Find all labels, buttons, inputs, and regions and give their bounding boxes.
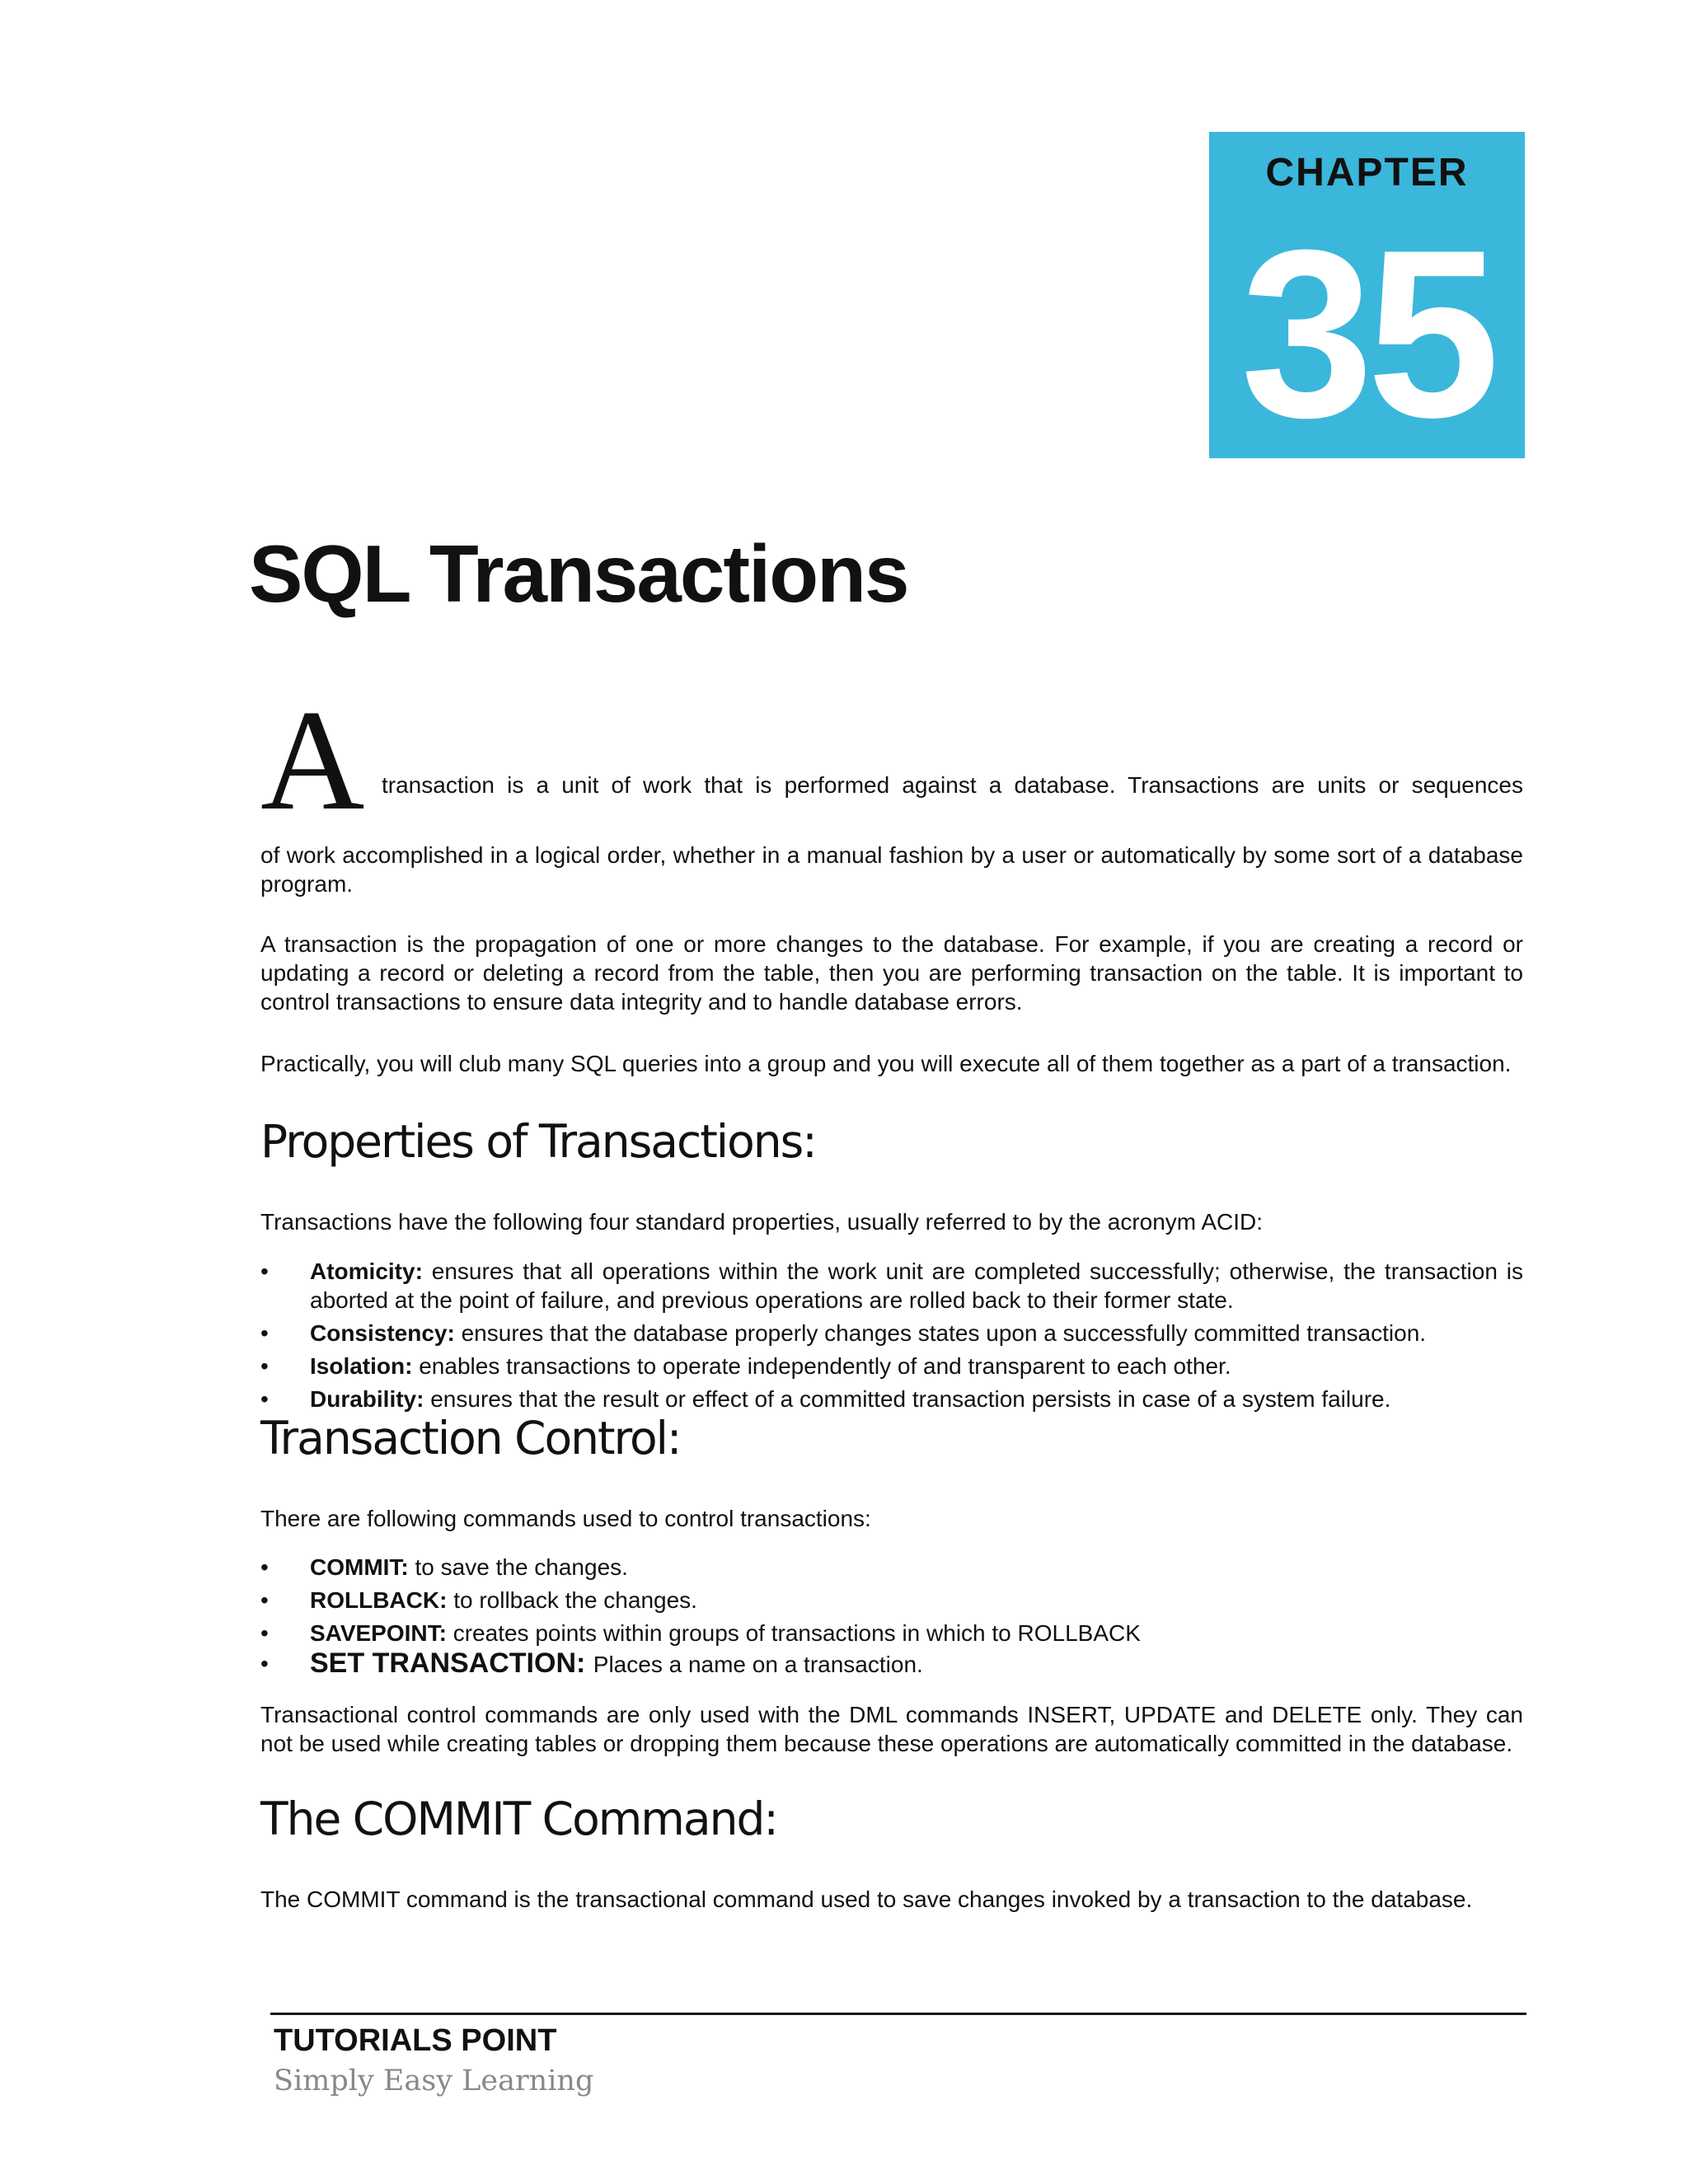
control-list (260, 1553, 1523, 1679)
list-text: ensures that all operations within the work unit are completed successfully; otherwise, the transaction is aborted at the point of failure, and previous operations are rolled back to their former state. (310, 1258, 1523, 1313)
bullet-icon: • (260, 1258, 269, 1284)
commit-text-wrap (260, 1885, 1523, 1914)
properties-heading: Properties of Transactions: (260, 1115, 816, 1168)
bullet-icon: • (260, 1587, 269, 1613)
list-term: Durability: (310, 1386, 431, 1412)
list-item (260, 1385, 1523, 1413)
paragraph-1: A transaction is the propagation of one or more changes to the database. For example, if you are creating a record or updating a record or deleting a record from the table, then you are performing transaction on the table. It is important to control transactions to ensure data integrity and to handle database errors. (260, 931, 1523, 1015)
list-text: creates points within groups of transactions in which to ROLLBACK (452, 1620, 1141, 1646)
page-title: SQL Transactions (249, 528, 908, 619)
list-term: Consistency: (310, 1320, 462, 1346)
control-note-wrap (260, 1700, 1523, 1758)
bullet-icon: • (260, 1320, 269, 1346)
bullet-icon: • (260, 1620, 269, 1646)
bullet-icon: • (260, 1651, 269, 1676)
properties-list-wrap (260, 1257, 1523, 1413)
list-term: SET TRANSACTION: (310, 1647, 593, 1679)
list-item (260, 1352, 1523, 1380)
control-note: Transactional control commands are only used with the DML commands INSERT, UPDATE and DELETE only. They can not be used while creating tables or dropping them because these operations are automatically committed in the database. (260, 1702, 1523, 1756)
list-text: Places a name on a transaction. (593, 1652, 923, 1677)
control-section (260, 1412, 1523, 1465)
list-term: COMMIT: (310, 1554, 415, 1580)
intro-paragraph-rest: of work accomplished in a logical order, whether in a manual fashion by a user or automatically by some sort of a database program. (260, 842, 1523, 897)
bullet-icon: • (260, 1386, 269, 1412)
list-text: to save the changes. (415, 1554, 628, 1580)
bullet-icon: • (260, 1554, 269, 1580)
control-intro-wrap (260, 1504, 1523, 1533)
list-term: Isolation: (310, 1353, 420, 1379)
intro-section (260, 841, 1523, 898)
list-text: ensures that the result or effect of a committed transaction persists in case of a system failure. (430, 1386, 1391, 1412)
drop-cap: A (260, 680, 365, 840)
paragraph-2-wrap (260, 1049, 1523, 1078)
footer-tagline: Simply Easy Learning (274, 2064, 594, 2097)
list-item (260, 1319, 1523, 1347)
list-text: ensures that the database properly changes states upon a successfully committed transaction. (461, 1320, 1427, 1346)
list-term: Atomicity: (310, 1258, 432, 1284)
properties-list (260, 1257, 1523, 1413)
intro-first-line: transaction is a unit of work that is performed against a database. Transactions are units or sequences (382, 772, 1523, 798)
commit-heading: The COMMIT Command: (260, 1793, 777, 1845)
commit-text: The COMMIT command is the transactional command used to save changes invoked by a transaction to the database. (260, 1886, 1473, 1912)
list-term: ROLLBACK: (310, 1587, 454, 1613)
list-item (260, 1586, 1523, 1615)
list-item (260, 1649, 1523, 1679)
commit-section (260, 1793, 1523, 1845)
paragraph-2: Practically, you will club many SQL queries into a group and you will execute all of them together as a part of a transaction. (260, 1051, 1512, 1076)
footer-divider (270, 2013, 1526, 2015)
footer-brand: TUTORIALS POINT (274, 2023, 557, 2058)
list-item (260, 1619, 1523, 1647)
chapter-badge (1209, 132, 1525, 467)
control-heading: Transaction Control: (260, 1412, 681, 1465)
list-item (260, 1257, 1523, 1315)
properties-intro: Transactions have the following four standard properties, usually referred to by the acronym ACID: (260, 1209, 1264, 1235)
list-term: SAVEPOINT: (310, 1620, 453, 1646)
control-list-wrap (260, 1553, 1523, 1679)
properties-intro-wrap (260, 1207, 1523, 1236)
control-intro: There are following commands used to control transactions: (260, 1506, 871, 1531)
list-text: to rollback the changes. (453, 1587, 697, 1613)
chapter-label: CHAPTER (1265, 151, 1469, 194)
bullet-icon: • (260, 1353, 269, 1379)
chapter-number: 35 (1240, 200, 1493, 467)
paragraph-1-wrap (260, 930, 1523, 1016)
properties-section (260, 1115, 1523, 1168)
list-item (260, 1553, 1523, 1582)
list-text: enables transactions to operate independently of and transparent to each other. (419, 1353, 1231, 1379)
